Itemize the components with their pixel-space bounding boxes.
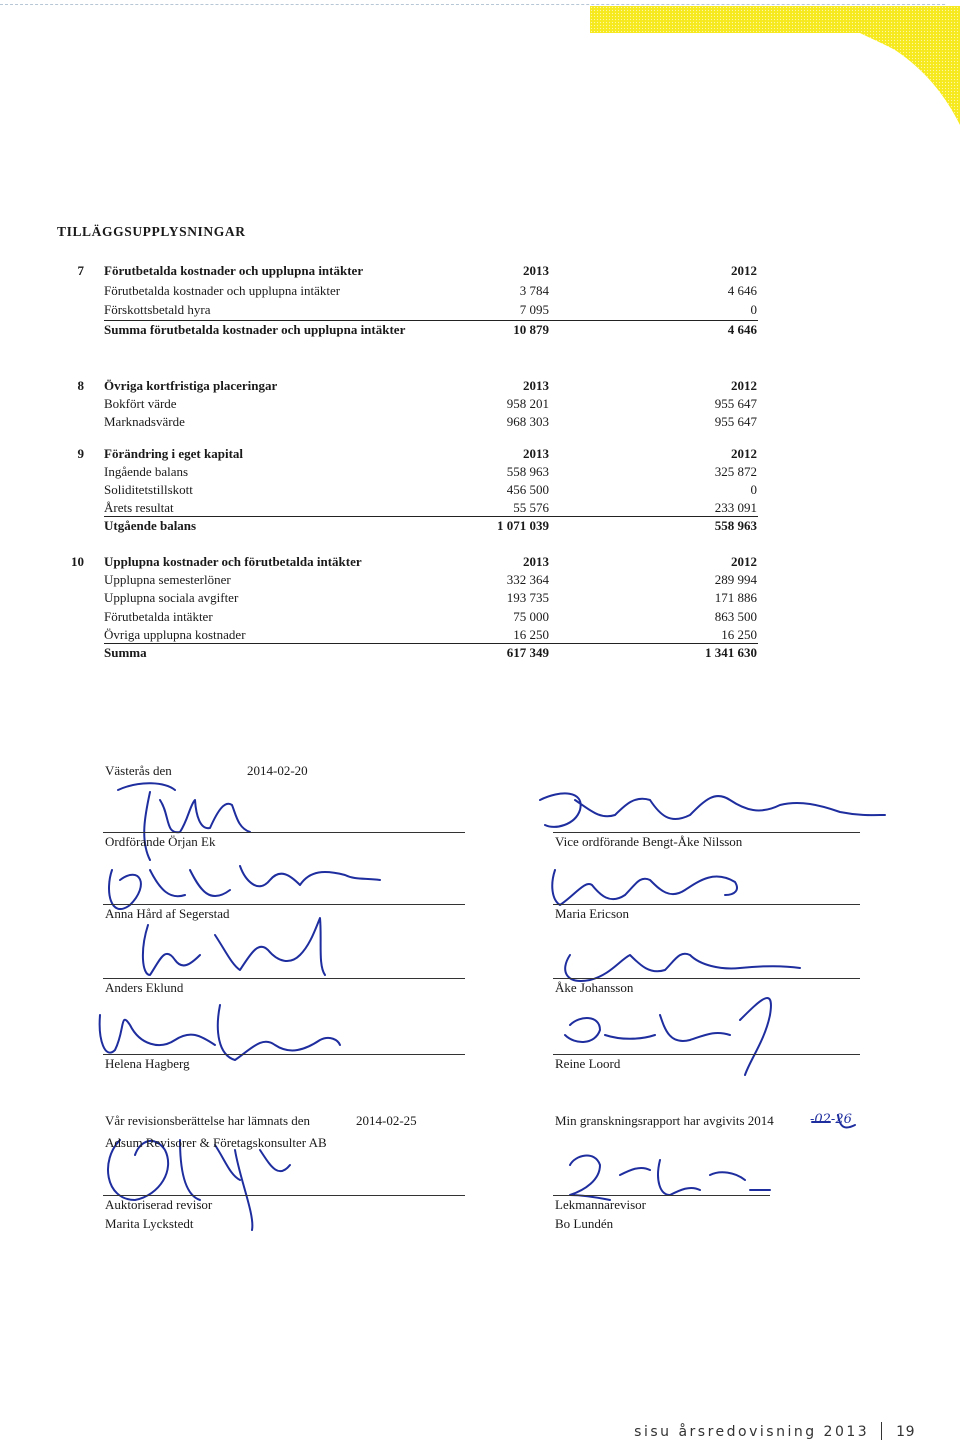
column-year-2013: 2013	[523, 263, 549, 278]
value-2013: 55 576	[513, 500, 549, 515]
value-2012: 863 500	[714, 609, 757, 624]
signature-line	[103, 832, 465, 833]
column-year-2013: 2013	[523, 554, 549, 569]
value-2013: 456 500	[506, 482, 549, 497]
audit-statement: Vår revisionsberättelse har lämnats den	[105, 1113, 311, 1128]
total-2012: 558 963	[714, 518, 757, 533]
row-label: Förutbetalda intäkter	[104, 609, 213, 624]
signatory-name: Maria Ericson	[555, 906, 630, 921]
value-2013: 958 201	[506, 396, 549, 411]
value-2012: 0	[750, 482, 757, 497]
page-heading: TILLÄGGSUPPLYSNINGAR	[57, 224, 246, 239]
column-year-2012: 2012	[731, 554, 757, 569]
value-2013: 968 303	[506, 414, 549, 429]
column-year-2012: 2012	[731, 446, 757, 461]
total-label: Utgående balans	[104, 518, 197, 533]
signature-line	[553, 978, 860, 979]
signature-line	[553, 832, 860, 833]
value-2012: 233 091	[714, 500, 757, 515]
signature-line	[553, 1054, 860, 1055]
lay-auditor-role: Lekmannarevisor	[555, 1197, 646, 1212]
total-2013: 617 349	[506, 645, 549, 660]
total-label: Summa förutbetalda kostnader och upplupna intäkter	[104, 322, 406, 337]
footer-title: sisu årsredovisning 2013	[634, 1424, 870, 1440]
row-label: Marknadsvärde	[104, 414, 185, 429]
value-2013: 3 784	[519, 283, 549, 298]
row-label: Årets resultat	[104, 500, 174, 515]
audit-firm: Adsum Revisorer & Företagskonsulter AB	[105, 1135, 327, 1150]
signature-line	[103, 1054, 465, 1055]
page-number: 19	[896, 1424, 915, 1440]
signing-place: Västerås den	[105, 763, 172, 778]
page-footer	[634, 1422, 915, 1440]
note-title: Övriga kortfristiga placeringar	[104, 378, 278, 393]
value-2012: 16 250	[721, 627, 757, 642]
signatory-name: Anders Eklund	[105, 980, 184, 995]
value-2013: 16 250	[513, 627, 549, 642]
value-2012: 955 647	[714, 414, 757, 429]
note-title: Upplupna kostnader och förutbetalda intäkter	[104, 554, 362, 569]
value-2012: 171 886	[714, 590, 757, 605]
footer-separator	[881, 1422, 882, 1440]
value-2012: 289 994	[714, 572, 757, 587]
audit-date: 2014-02-25	[356, 1113, 417, 1128]
signature-line	[103, 978, 465, 979]
value-2012: 955 647	[714, 396, 757, 411]
row-label: Upplupna sociala avgifter	[104, 590, 239, 605]
signatory-name: Åke Johansson	[555, 980, 634, 995]
value-2013: 7 095	[519, 302, 549, 317]
row-label: Förutbetalda kostnader och upplupna intäkter	[104, 283, 341, 298]
note-title: Förutbetalda kostnader och upplupna intäkter	[104, 263, 364, 278]
value-2013: 193 735	[506, 590, 549, 605]
row-label: Förskottsbetald hyra	[104, 302, 211, 317]
column-year-2012: 2012	[731, 263, 757, 278]
value-2012: 4 646	[727, 283, 757, 298]
total-2013: 1 071 039	[497, 518, 549, 533]
lay-auditor-name: Bo Lundén	[555, 1216, 614, 1231]
value-2012: 0	[750, 302, 757, 317]
value-2012: 325 872	[714, 464, 757, 479]
note-number: 8	[77, 378, 84, 393]
column-year-2013: 2013	[523, 446, 549, 461]
total-2013: 10 879	[513, 322, 549, 337]
signatory-name: Reine Loord	[555, 1056, 621, 1071]
signatory-name: Anna Hård af Segerstad	[105, 906, 230, 921]
signatory-name: Helena Hagberg	[105, 1056, 190, 1071]
value-2013: 332 364	[506, 572, 549, 587]
value-2013: 75 000	[513, 609, 549, 624]
signature-line	[103, 904, 465, 905]
column-year-2013: 2013	[523, 378, 549, 393]
note-number: 10	[71, 554, 84, 569]
row-label: Övriga upplupna kostnader	[104, 627, 246, 642]
total-label: Summa	[104, 645, 147, 660]
auditor-role: Auktoriserad revisor	[105, 1197, 213, 1212]
signature-line	[553, 1195, 770, 1196]
auditor-name: Marita Lyckstedt	[105, 1216, 194, 1231]
signature-line	[103, 1195, 465, 1196]
note-title: Förändring i eget kapital	[104, 446, 244, 461]
column-year-2012: 2012	[731, 378, 757, 393]
row-label: Ingående balans	[104, 464, 189, 479]
value-2013: 558 963	[506, 464, 549, 479]
signing-date: 2014-02-20	[247, 763, 308, 778]
row-label: Bokfört värde	[104, 396, 177, 411]
row-label: Upplupna semesterlöner	[104, 572, 231, 587]
review-statement: Min granskningsrapport har avgivits 2014	[555, 1113, 774, 1128]
note-number: 9	[77, 446, 84, 461]
review-date-handwritten: -02-26	[810, 1112, 852, 1127]
note-number: 7	[77, 263, 84, 278]
row-label: Soliditetstillskott	[104, 482, 193, 497]
total-2012: 4 646	[727, 322, 757, 337]
signature-line	[553, 904, 860, 905]
signatory-name: Ordförande Örjan Ek	[105, 834, 216, 849]
signatory-name: Vice ordförande Bengt-Åke Nilsson	[555, 834, 743, 849]
total-2012: 1 341 630	[705, 645, 757, 660]
